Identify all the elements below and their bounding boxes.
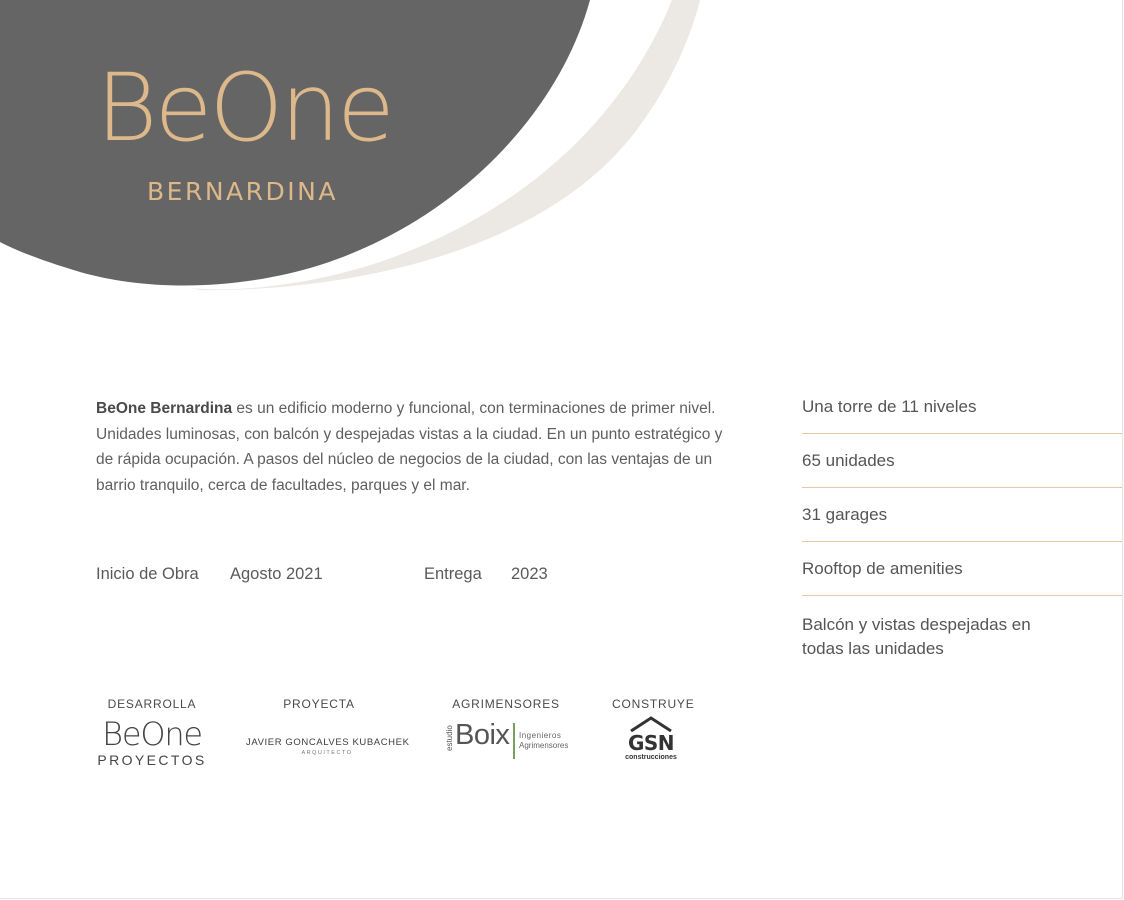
feature-item: Balcón y vistas despejadas en todas las unidades [802, 615, 1031, 658]
brand-logo-subtitle: BERNARDINA [147, 177, 338, 206]
feature-item: Rooftop de amenities [802, 542, 1122, 596]
boix-logo-divider [513, 723, 515, 759]
feature-item: 31 garages [802, 488, 1122, 542]
credit-developer-title: DESARROLLA [107, 697, 197, 711]
credit-architect [246, 697, 392, 711]
architect-role: ARQUITECTO [301, 750, 353, 756]
feature-item: 65 unidades [802, 434, 1122, 488]
beone-proyectos-logo [96, 715, 208, 768]
credit-builder [612, 697, 695, 711]
project-name: BeOne Bernardina [96, 400, 233, 417]
credit-builder-title: CONSTRUYE [612, 697, 695, 711]
boix-logo-line2: Agrimensores [519, 741, 569, 750]
credit-surveyors-title: AGRIMENSORES [452, 697, 560, 711]
boix-logo [445, 721, 575, 761]
brand-logo-wordmark: BeOne [96, 54, 392, 163]
start-label: Inicio de Obra [96, 565, 199, 583]
credit-architect-title: PROYECTA [283, 697, 355, 711]
beone-proyectos-wordmark: BeOne [102, 715, 202, 753]
gsn-logo-main: GSN [627, 731, 675, 755]
boix-logo-prefix: estudio [445, 725, 454, 751]
boix-logo-main: Boix [455, 719, 510, 751]
delivery-value: 2023 [511, 565, 548, 583]
gsn-logo [622, 716, 680, 761]
start-value: Agosto 2021 [230, 565, 323, 583]
credit-developer [96, 697, 208, 711]
boix-logo-line1: Ingenieros [519, 731, 562, 740]
house-icon [628, 716, 674, 732]
project-description [96, 396, 736, 498]
feature-item: Una torre de 11 niveles [802, 380, 1122, 434]
architect-logo [246, 737, 408, 756]
credit-surveyors [448, 697, 564, 711]
delivery-label: Entrega [424, 565, 482, 583]
beone-proyectos-sub: PROYECTOS [97, 752, 207, 768]
description-body: es un edificio moderno y funcional, con terminaciones de primer nivel. Unidades luminosas, con balcón y despejadas vistas a la ciudad. En un punto estratégico y de rápida ocupación. A pasos del núcleo de negocios de la ciudad, con las ventajas de un barrio tranquilo, cerca de facultades, parques y el mar. [96, 400, 723, 494]
gsn-logo-sub: construcciones [625, 754, 677, 761]
features-list [802, 380, 1122, 675]
architect-name: JAVIER GONCALVES KUBACHEK [246, 737, 410, 748]
